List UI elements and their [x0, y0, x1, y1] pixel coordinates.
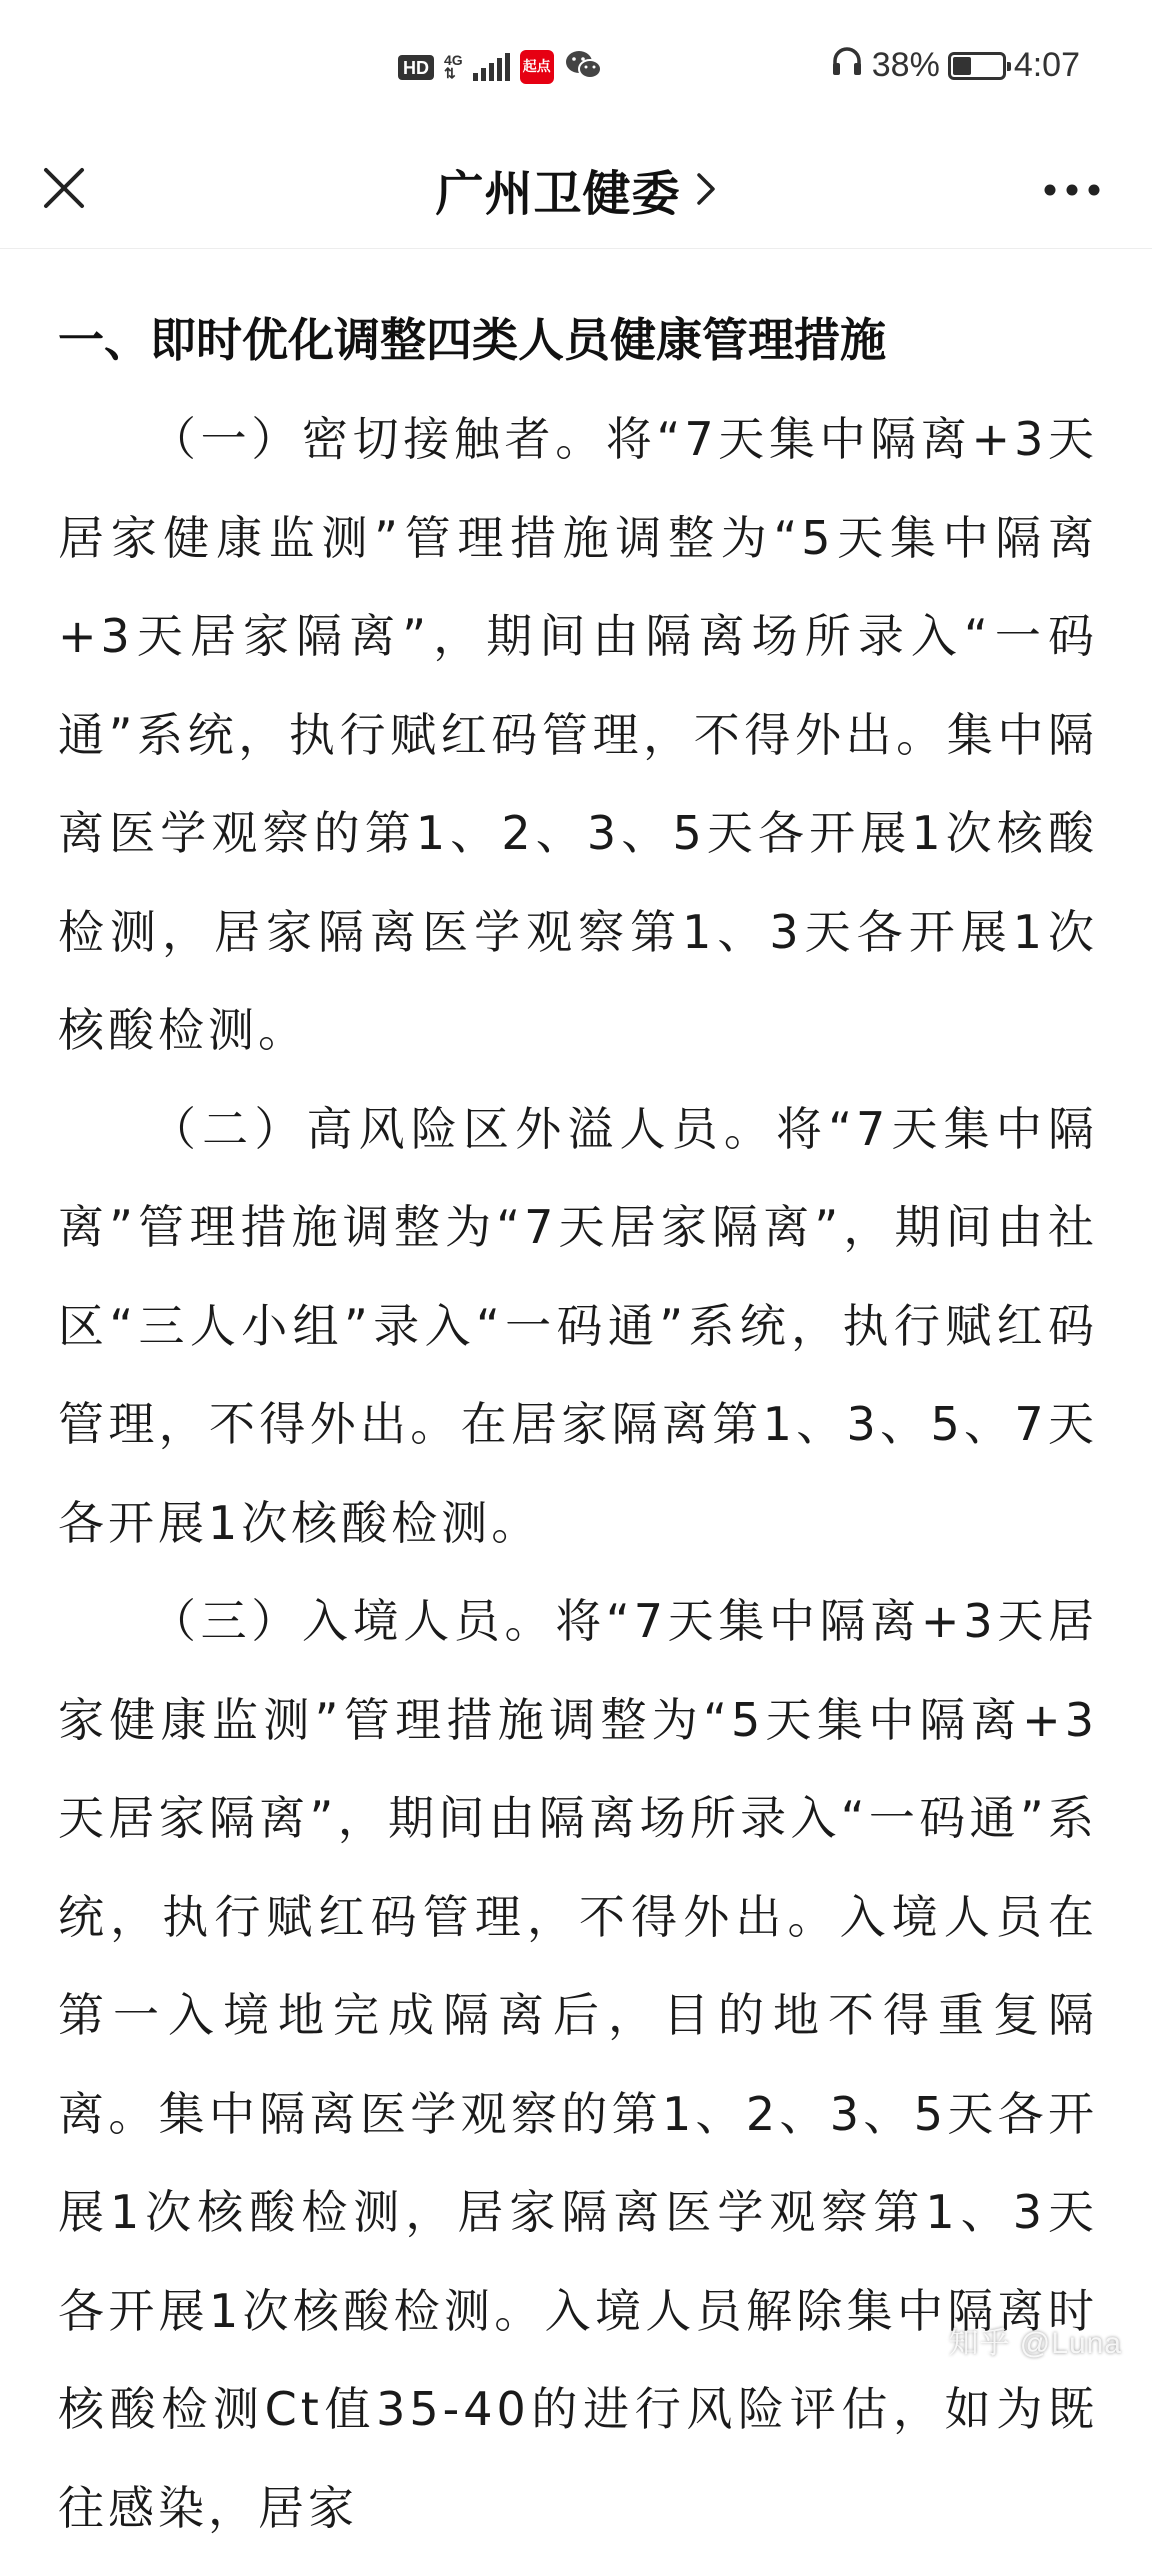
clock: 4:07 [1013, 46, 1080, 84]
section-heading: 一、即时优化调整四类人员健康管理措施 [58, 313, 886, 367]
paragraph-inbound-travelers: （三）入境人员。将“7天集中隔离+3天居家健康监测”管理措施调整为“5天集中隔离+3天居家隔离”，期间由隔离场所录入“一码通”系统，执行赋红码管理，不得外出。入境人员在第一入境地完成隔离后，目的地不得重复隔离。集中隔离医学观察的第1、2、3、5天各开展1次核酸检测，居家隔离医学观察第1、3天各开展1次核酸检测。入境人员解除集中隔离时核酸检测Ct值35-40的进行风险评估，如为既往感染，居家 [58, 1594, 1098, 2535]
wechat-icon [564, 48, 604, 86]
network-type-icon [444, 54, 463, 80]
page-title: 广州卫健委 [435, 165, 681, 222]
paragraph-high-risk-overflow: （二）高风险区外溢人员。将“7天集中隔离”管理措施调整为“7天居家隔离”，期间由社区“三人小组”录入“一码通”系统，执行赋红码管理，不得外出。在居家隔离第1、3、5、7天各开展1次核酸检测。 [58, 1101, 1098, 1550]
status-left-icons [398, 48, 604, 86]
network-arrows-icon: ⇅ [444, 65, 456, 81]
headphones-icon [830, 44, 864, 87]
signal-strength-icon [473, 53, 510, 81]
battery-fill [953, 57, 971, 75]
more-icon [1043, 183, 1101, 197]
status-bar [0, 0, 1152, 130]
network-type-label: 4G [444, 52, 463, 68]
account-title-link[interactable] [0, 130, 1152, 248]
status-right-icons [830, 44, 1080, 87]
qidian-app-icon: 起点 [520, 50, 554, 84]
nav-bar [0, 130, 1152, 249]
battery-percent: 38% [871, 46, 940, 84]
hd-icon: HD [398, 55, 434, 80]
chevron-right-icon [695, 171, 717, 207]
more-button[interactable] [1032, 160, 1112, 220]
article-body [58, 290, 1098, 2557]
battery-icon [948, 52, 1006, 80]
paragraph-close-contacts: （一）密切接触者。将“7天集中隔离+3天居家健康监测”管理措施调整为“5天集中隔离+3天居家隔离”，期间由隔离场所录入“一码通”系统，执行赋红码管理，不得外出。集中隔离医学观察的第1、2、3、5天各开展1次核酸检测，居家隔离医学观察第1、3天各开展1次核酸检测。 [58, 412, 1098, 1057]
zhihu-watermark: 知乎 @Luna [948, 2327, 1122, 2360]
